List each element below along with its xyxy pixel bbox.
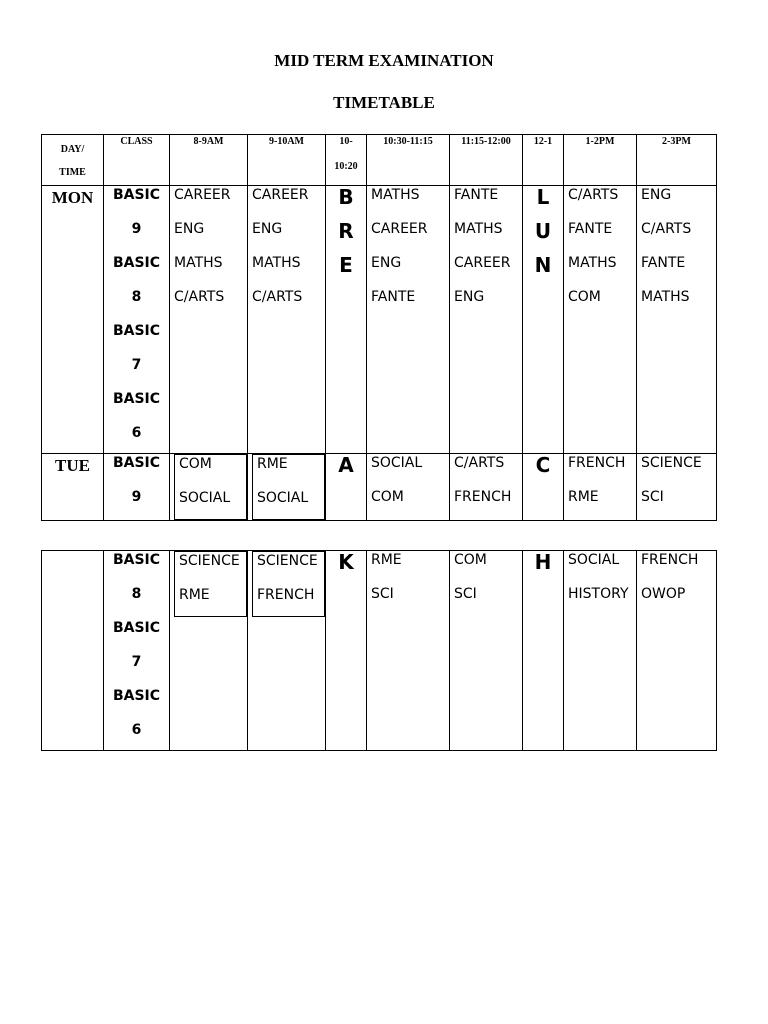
header-8-9am: 8-9AM — [170, 135, 248, 186]
document-title: MID TERM EXAMINATION — [274, 51, 494, 70]
day-cell: TUE — [42, 454, 104, 521]
break-cell: A — [326, 454, 367, 521]
header-day-time: DAY/ TIME — [42, 135, 104, 186]
header-break-time: 10- 10:20 — [326, 135, 367, 186]
subject-cell: COM SOCIAL — [170, 454, 248, 521]
lunch-cell: C — [523, 454, 564, 521]
subject-cell: SCIENCE FRENCH — [248, 551, 326, 751]
tue-row — [42, 454, 717, 521]
class-cell: BASIC 9 BASIC 8 BASIC 7 BASIC 6 — [104, 186, 170, 454]
class-cell: BASIC 9 — [104, 454, 170, 521]
subject-cell: RME SOCIAL — [248, 454, 326, 521]
header-lunch-time: 12-1 — [523, 135, 564, 186]
subject-cell: SCIENCE SCI — [637, 454, 717, 521]
lunch-cell: H — [523, 551, 564, 751]
subject-cell: SCIENCE RME — [170, 551, 248, 751]
mon-row — [42, 186, 717, 454]
header-class: CLASS — [104, 135, 170, 186]
subject-cell: MATHS CAREER ENG FANTE — [367, 186, 450, 454]
break-cell: B R E — [326, 186, 367, 454]
header-1-2pm: 1-2PM — [564, 135, 637, 186]
header-11-15-12-00: 11:15-12:00 — [450, 135, 523, 186]
subject-cell: C/ARTS FANTE MATHS COM — [564, 186, 637, 454]
break-cell: K — [326, 551, 367, 751]
subject-cell: RME SCI — [367, 551, 450, 751]
subject-cell: COM SCI — [450, 551, 523, 751]
subject-cell: SOCIAL HISTORY — [564, 551, 637, 751]
header-10-30-11-15: 10:30-11:15 — [367, 135, 450, 186]
subject-cell: FRENCH OWOP — [637, 551, 717, 751]
timetable-table-continued — [41, 550, 717, 751]
subject-cell: FANTE MATHS CAREER ENG — [450, 186, 523, 454]
header-9-10am: 9-10AM — [248, 135, 326, 186]
subject-cell: ENG C/ARTS FANTE MATHS — [637, 186, 717, 454]
subject-cell: C/ARTS FRENCH — [450, 454, 523, 521]
subject-cell: FRENCH RME — [564, 454, 637, 521]
document-subtitle: TIMETABLE — [333, 93, 435, 112]
timetable-table — [41, 134, 717, 521]
subject-cell: CAREER ENG MATHS C/ARTS — [170, 186, 248, 454]
subject-cell: SOCIAL COM — [367, 454, 450, 521]
tue-continued-row — [42, 551, 717, 751]
lunch-cell: L U N — [523, 186, 564, 454]
class-cell: BASIC 8 BASIC 7 BASIC 6 — [104, 551, 170, 751]
day-cell: MON — [42, 186, 104, 454]
header-2-3pm: 2-3PM — [637, 135, 717, 186]
subject-cell: CAREER ENG MATHS C/ARTS — [248, 186, 326, 454]
day-cell — [42, 551, 104, 751]
